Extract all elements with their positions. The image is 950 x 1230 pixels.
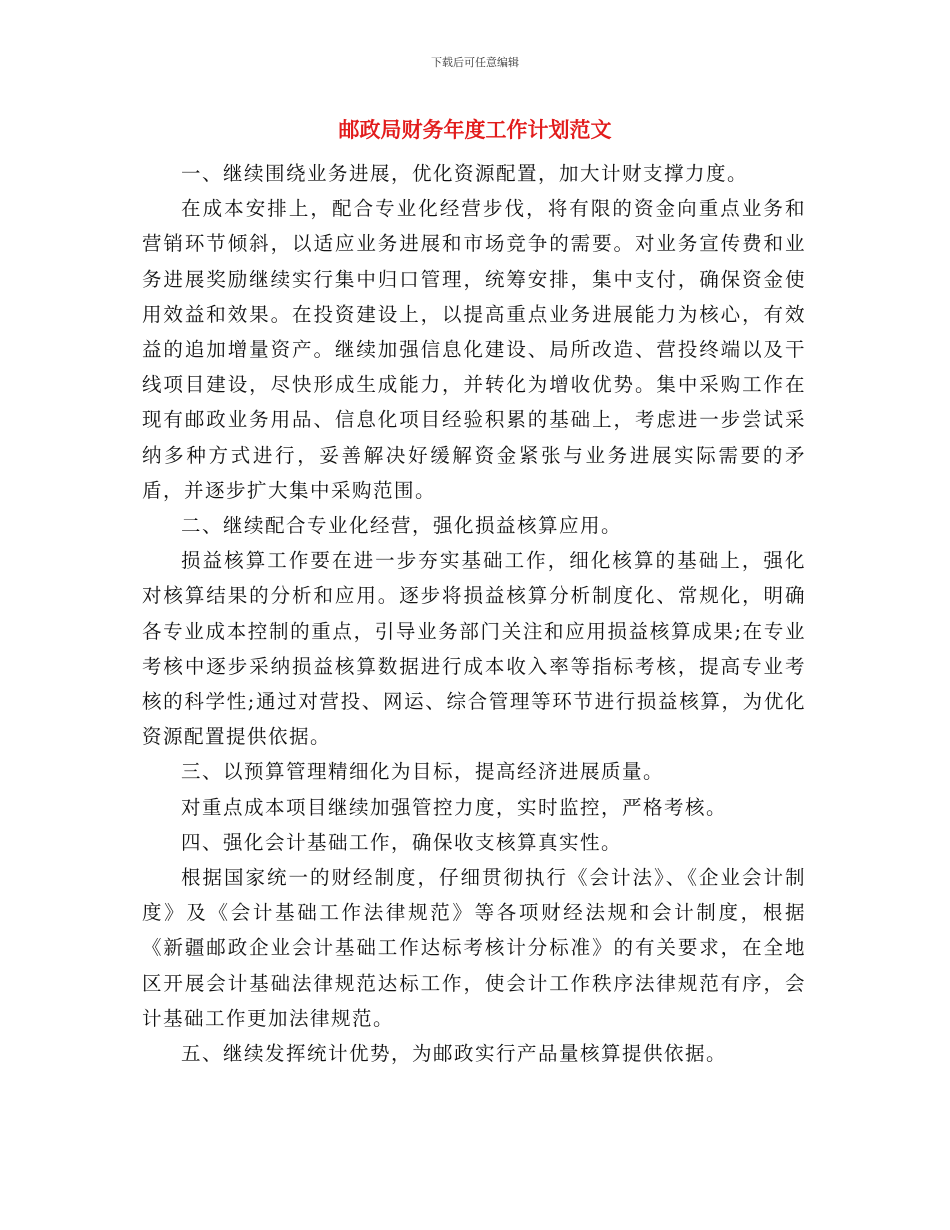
section-heading-3: 三、以预算管理精细化为目标，提高经济进展质量。 (181, 760, 665, 784)
section-heading-4: 四、强化会计基础工作，确保收支核算真实性。 (181, 830, 623, 854)
body-paragraph-2: 损益核算工作要在进一步夯实基础工作，细化核算的基础上，强化对核算结果的分析和应用。逐步将损益核算分析制度化、常规化，明确各专业成本控制的重点，引导业务部门关注和应用损益核算成果;在专业考核中逐步采纳损益核算数据进行成本收入率等指标考核，提高专业考核的科学性;通过对营投、网运、综合管理等环节进行损益核算，为优化资源配置提供依据。 (142, 549, 806, 749)
document-title: 邮政局财务年度工作计划范文 (338, 118, 612, 142)
document-body (142, 156, 806, 1071)
body-paragraph-4: 根据国家统一的财经制度，仔细贯彻执行《会计法》、《企业会计制度》及《会计基础工作法律规范》等各项财经法规和会计制度，根据《新疆邮政企业会计基础工作达标考核计分标准》的有关要求，在全地区开展会计基础法律规范达标工作，使会计工作秩序法律规范有序，会计基础工作更加法律规范。 (142, 866, 806, 1030)
header-note: 下载后可任意编辑 (431, 56, 519, 69)
section-heading-5: 五、继续发挥统计优势，为邮政实行产品量核算提供依据。 (181, 1042, 728, 1066)
section-heading-1: 一、继续围绕业务进展，优化资源配置，加大计财支撑力度。 (181, 162, 749, 185)
section-heading-2: 二、继续配合专业化经营，强化损益核算应用。 (181, 514, 623, 538)
body-paragraph-3: 对重点成本项目继续加强管控力度，实时监控，严格考核。 (181, 795, 728, 819)
body-paragraph-1: 在成本安排上，配合专业化经营步伐，将有限的资金向重点业务和营销环节倾斜，以适应业务进展和市场竞争的需要。对业务宣传费和业务进展奖励继续实行集中归口管理，统筹安排，集中支付，确保资金使用效益和效果。在投资建设上，以提高重点业务进展能力为核心，有效益的追加增量资产。继续加强信息化建设、局所改造、营投终端以及干线项目建设，尽快形成生成能力，并转化为增收优势。集中采购工作在现有邮政业务用品、信息化项目经验积累的基础上，考虑进一步尝试采纳多种方式进行，妥善解决好缓解资金紧张与业务进展实际需要的矛盾，并逐步扩大集中采购范围。 (142, 197, 806, 502)
